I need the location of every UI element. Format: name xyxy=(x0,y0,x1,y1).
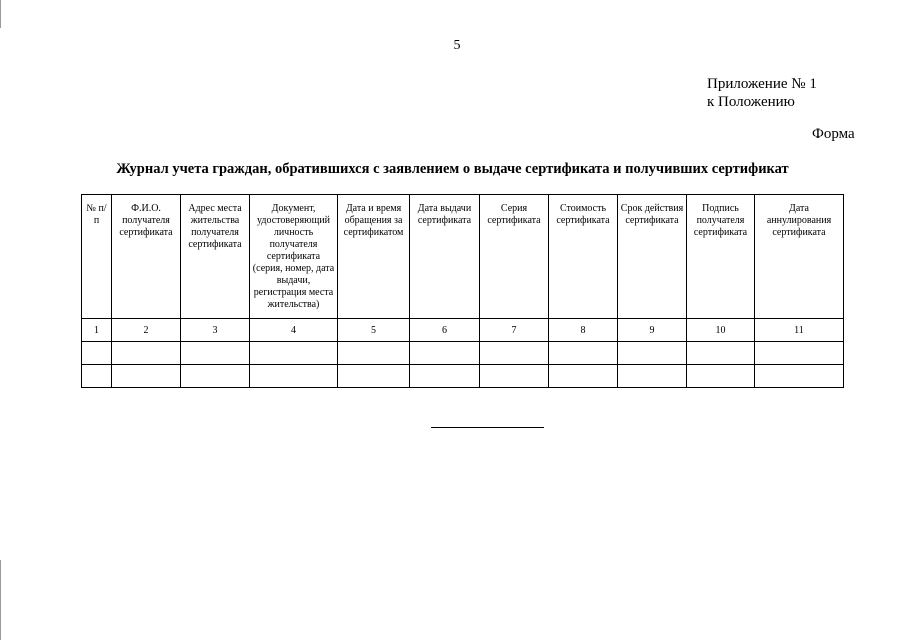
column-number-cell: 2 xyxy=(112,319,181,342)
header-cell: Срок действия сертификата xyxy=(618,195,687,319)
empty-cell xyxy=(549,365,618,388)
header-cell: № п/п xyxy=(82,195,112,319)
header-cell: Дата и время обращения за сертификатом xyxy=(338,195,410,319)
column-number-cell: 5 xyxy=(338,319,410,342)
header-cell: Ф.И.О. получателя сертификата xyxy=(112,195,181,319)
empty-cell xyxy=(82,342,112,365)
table-header-row xyxy=(82,195,844,319)
empty-cell xyxy=(687,365,755,388)
header-cell: Дата выдачи сертификата xyxy=(410,195,480,319)
closing-rule xyxy=(431,427,544,428)
header-cell: Стоимость сертификата xyxy=(549,195,618,319)
empty-cell xyxy=(250,365,338,388)
empty-entry-row xyxy=(82,365,844,388)
column-number-cell: 11 xyxy=(755,319,844,342)
header-cell: Подпись получателя сертификата xyxy=(687,195,755,319)
appendix-line-2: к Положению xyxy=(707,94,795,110)
column-number-cell: 3 xyxy=(181,319,250,342)
page-number: 5 xyxy=(453,38,461,53)
empty-cell xyxy=(338,365,410,388)
empty-cell xyxy=(618,342,687,365)
header-cell: Дата аннулирования сертификата xyxy=(755,195,844,319)
header-cell: Серия сертификата xyxy=(480,195,549,319)
column-number-cell: 9 xyxy=(618,319,687,342)
column-number-cell: 7 xyxy=(480,319,549,342)
empty-cell xyxy=(755,365,844,388)
header-cell: Документ, удостоверяющий личность получателя сертификата (серия, номер, дата выдачи, регистрация места жительства) xyxy=(250,195,338,319)
empty-cell xyxy=(480,365,549,388)
header-cell: Адрес места жительства получателя сертификата xyxy=(181,195,250,319)
empty-cell xyxy=(480,342,549,365)
column-number-cell: 6 xyxy=(410,319,480,342)
empty-cell xyxy=(181,365,250,388)
empty-entry-row xyxy=(82,342,844,365)
empty-cell xyxy=(82,365,112,388)
scan-edge-mark-bottom xyxy=(0,560,1,640)
empty-cell xyxy=(181,342,250,365)
journal-table xyxy=(81,194,844,388)
empty-cell xyxy=(410,342,480,365)
empty-cell xyxy=(549,342,618,365)
empty-cell xyxy=(338,342,410,365)
column-number-cell: 10 xyxy=(687,319,755,342)
empty-cell xyxy=(112,342,181,365)
empty-cell xyxy=(618,365,687,388)
appendix-reference xyxy=(707,75,817,111)
column-number-cell: 1 xyxy=(82,319,112,342)
empty-cell xyxy=(687,342,755,365)
column-number-cell: 8 xyxy=(549,319,618,342)
form-label: Форма xyxy=(812,126,855,142)
empty-cell xyxy=(755,342,844,365)
empty-cell xyxy=(410,365,480,388)
empty-cell xyxy=(250,342,338,365)
column-number-row xyxy=(82,319,844,342)
scan-edge-mark-top xyxy=(0,0,1,28)
empty-cell xyxy=(112,365,181,388)
journal-title: Журнал учета граждан, обратившихся с заявлением о выдаче сертификата и получивших сертификат xyxy=(116,161,789,177)
appendix-line-1: Приложение № 1 xyxy=(707,76,817,92)
column-number-cell: 4 xyxy=(250,319,338,342)
